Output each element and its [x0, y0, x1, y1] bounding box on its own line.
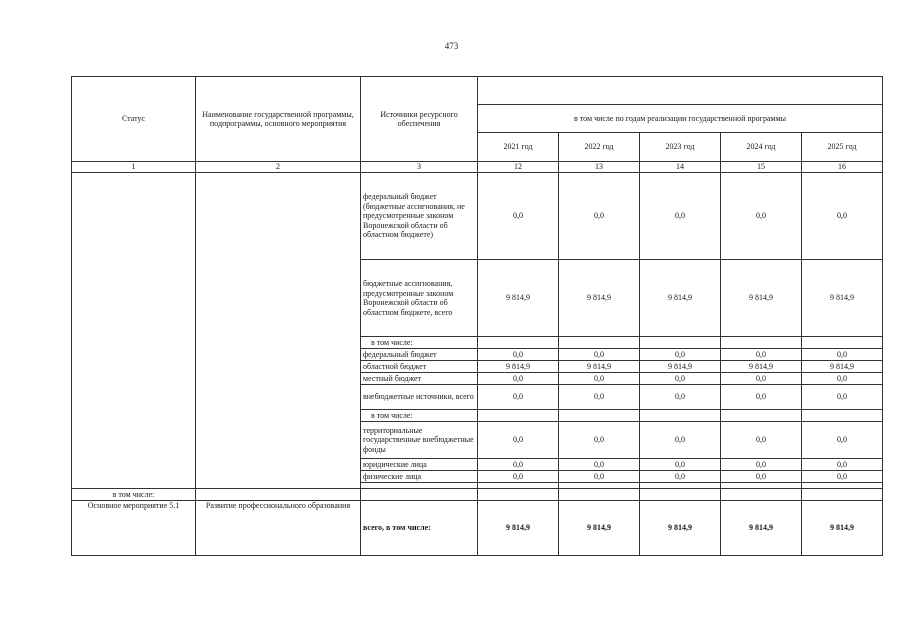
value-cell [640, 410, 721, 422]
value-cell [559, 337, 640, 349]
value-cell: 0,0 [721, 385, 802, 410]
source-label: областной бюджет [361, 361, 478, 373]
funding-table [71, 76, 883, 556]
header-year: 2022 год [559, 133, 640, 162]
value-cell: 9 814,9 [802, 361, 883, 373]
empty-cell [721, 489, 802, 501]
header-row-top [72, 77, 883, 105]
header-year: 2024 год [721, 133, 802, 162]
value-cell: 0,0 [721, 471, 802, 483]
value-cell: 0,0 [802, 373, 883, 385]
value-cell: 9 814,9 [478, 361, 559, 373]
event-value: 9 814,9 [478, 501, 559, 556]
value-cell: 9 814,9 [721, 260, 802, 337]
source-label: федеральный бюджет [361, 349, 478, 361]
column-number: 16 [802, 162, 883, 173]
value-cell: 0,0 [559, 459, 640, 471]
value-cell [721, 337, 802, 349]
status-cell-empty [72, 173, 196, 489]
event-value: 9 814,9 [802, 501, 883, 556]
value-cell: 0,0 [721, 349, 802, 361]
empty-cell [640, 489, 721, 501]
value-cell: 0,0 [478, 422, 559, 459]
column-number: 1 [72, 162, 196, 173]
column-number: 3 [361, 162, 478, 173]
source-label: бюджетные ассигнования, предусмотренные законом Воронежской области об областном бюджете, всего [361, 260, 478, 337]
value-cell: 0,0 [721, 422, 802, 459]
value-cell: 0,0 [640, 471, 721, 483]
value-cell [478, 337, 559, 349]
value-cell [559, 410, 640, 422]
value-cell: 0,0 [802, 173, 883, 260]
empty-cell [196, 489, 361, 501]
value-cell: 0,0 [721, 173, 802, 260]
name-cell-empty [196, 173, 361, 489]
column-number: 12 [478, 162, 559, 173]
value-cell: 0,0 [721, 459, 802, 471]
value-cell [640, 337, 721, 349]
value-cell: 0,0 [559, 373, 640, 385]
value-cell: 0,0 [802, 385, 883, 410]
value-cell: 0,0 [640, 422, 721, 459]
source-label: юридические лица [361, 459, 478, 471]
value-cell: 0,0 [559, 385, 640, 410]
header-year: 2023 год [640, 133, 721, 162]
section-caption-row [72, 489, 883, 501]
column-number: 14 [640, 162, 721, 173]
section-caption: в том числе: [72, 489, 196, 501]
value-cell: 0,0 [478, 459, 559, 471]
column-number: 2 [196, 162, 361, 173]
value-cell: 0,0 [640, 373, 721, 385]
value-cell: 0,0 [802, 422, 883, 459]
value-cell [721, 410, 802, 422]
value-cell: 0,0 [559, 471, 640, 483]
source-label: местный бюджет [361, 373, 478, 385]
value-cell: 0,0 [802, 349, 883, 361]
value-cell [802, 337, 883, 349]
value-cell: 9 814,9 [802, 260, 883, 337]
value-cell: 0,0 [640, 173, 721, 260]
value-cell: 9 814,9 [640, 260, 721, 337]
value-cell: 9 814,9 [559, 260, 640, 337]
value-cell: 0,0 [640, 385, 721, 410]
header-empty-band [478, 77, 883, 105]
value-cell: 0,0 [640, 349, 721, 361]
column-number-row [72, 162, 883, 173]
empty-cell [559, 489, 640, 501]
source-label: в том числе: [361, 337, 478, 349]
value-cell: 0,0 [640, 459, 721, 471]
event-value: 9 814,9 [721, 501, 802, 556]
event-source: всего, в том числе: [361, 501, 478, 556]
value-cell: 0,0 [802, 459, 883, 471]
column-number: 13 [559, 162, 640, 173]
value-cell: 0,0 [478, 471, 559, 483]
empty-cell [478, 489, 559, 501]
source-label: в том числе: [361, 410, 478, 422]
column-number: 15 [721, 162, 802, 173]
empty-cell [361, 489, 478, 501]
value-cell: 9 814,9 [559, 361, 640, 373]
value-cell: 0,0 [478, 349, 559, 361]
value-cell: 0,0 [478, 385, 559, 410]
header-name: Наименование государственной программы, подпрограммы, основного мероприятия [196, 77, 361, 162]
value-cell: 0,0 [559, 422, 640, 459]
event-value: 9 814,9 [559, 501, 640, 556]
value-cell: 0,0 [478, 173, 559, 260]
value-cell: 9 814,9 [478, 260, 559, 337]
value-cell: 0,0 [802, 471, 883, 483]
header-status: Статус [72, 77, 196, 162]
source-label: физические лица [361, 471, 478, 483]
empty-cell [802, 489, 883, 501]
header-years-caption: в том числе по годам реализации государственной программы [478, 105, 883, 133]
value-cell: 0,0 [559, 173, 640, 260]
value-cell [802, 410, 883, 422]
source-label: внебюджетные источники, всего [361, 385, 478, 410]
event-name: Развитие профессионального образования [196, 501, 361, 556]
source-label: территориальные государственные внебюджетные фонды [361, 422, 478, 459]
value-cell: 0,0 [721, 373, 802, 385]
value-cell: 0,0 [478, 373, 559, 385]
value-cell: 0,0 [559, 349, 640, 361]
value-cell: 9 814,9 [640, 361, 721, 373]
page-number: 473 [444, 41, 459, 51]
event-status: Основное мероприятие 5.1 [72, 501, 196, 556]
value-cell: 9 814,9 [721, 361, 802, 373]
header-year: 2021 год [478, 133, 559, 162]
event-row [72, 501, 883, 556]
source-label: федеральный бюджет (бюджетные ассигнования, не предусмотренные законом Воронежской области об областном бюджете) [361, 173, 478, 260]
header-sources: Источники ресурсного обеспечения [361, 77, 478, 162]
event-value: 9 814,9 [640, 501, 721, 556]
header-year: 2025 год [802, 133, 883, 162]
table-row [72, 173, 883, 260]
value-cell [478, 410, 559, 422]
